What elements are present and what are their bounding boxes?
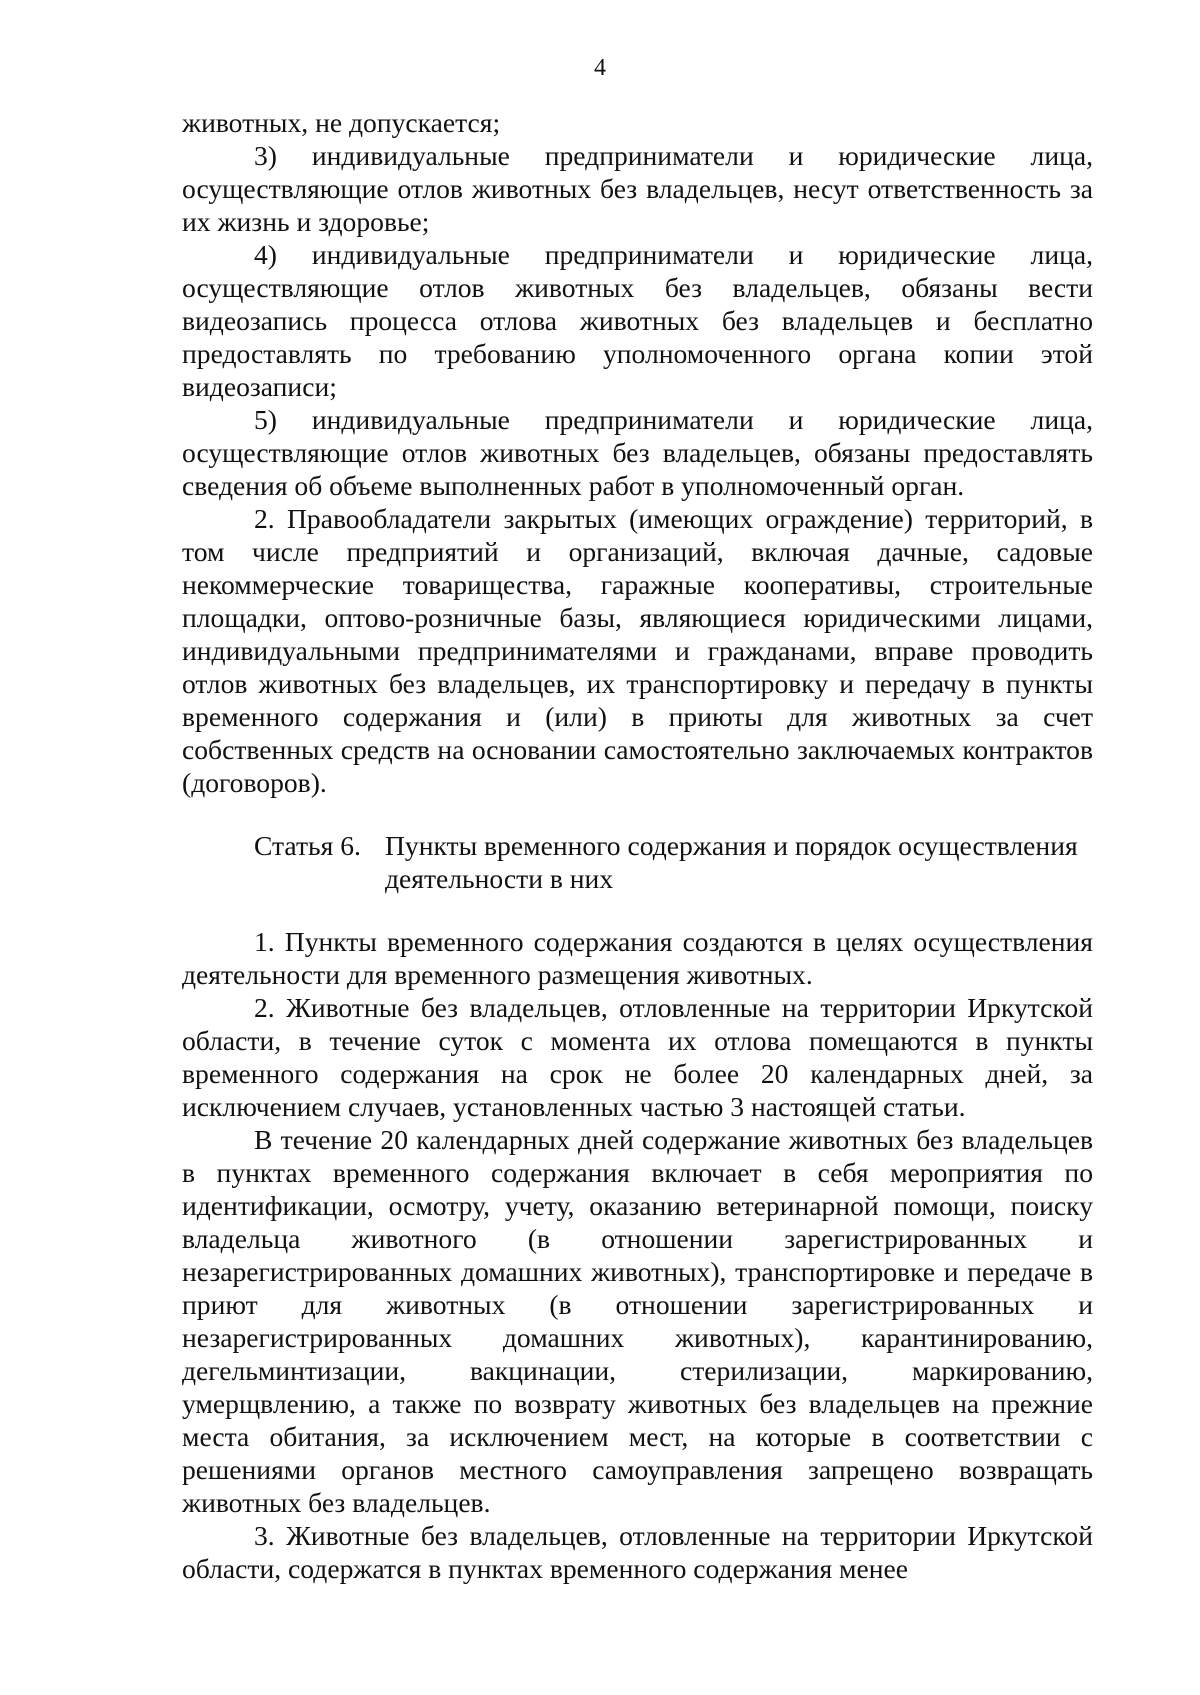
paragraph-article-detail: В течение 20 календарных дней содержание животных без владельцев в пунктах временного содержания включает в себя мероприятия по идентификации, осмотру, учету, оказанию ветеринарной помощи, поиску владельца животного (в отношении зарегистрированных и незарегистрированных домашних животных), транспортировке и передаче в приют для животных (в отношении зарегистрированных и незарегистрированных домашних животных), карантинированию, дегельминтизации, вакцинации, стерилизации, маркированию, умерщвлению, а также по возврату животных без владельцев на прежние места обитания, за исключением мест, на которые в соответствии с решениями органов местного самоуправления запрещено возвращать животных без владельцев. xyxy=(182,1124,1093,1518)
paragraph-article-part-3: 3. Животные без владельцев, отловленные на территории Иркутской области, содержатся в пунктах временного содержания менее xyxy=(182,1520,1093,1584)
page-number: 4 xyxy=(594,55,606,81)
article-number: Статья 6. xyxy=(254,830,361,861)
paragraph-item-5: 5) индивидуальные предприниматели и юридические лица, осуществляющие отлов животных без владельцев, обязаны предоставлять сведения об объеме выполненных работ в уполномоченный орган. xyxy=(182,404,1093,501)
article-heading xyxy=(254,829,1093,895)
paragraph-continuation: животных, не допускается; xyxy=(182,107,501,138)
paragraph-item-4: 4) индивидуальные предприниматели и юридические лица, осуществляющие отлов животных без владельцев, обязаны вести видеозапись процесса отлова животных без владельцев и бесплатно предоставлять по требованию уполномоченного органа копии этой видеозаписи; xyxy=(182,239,1093,402)
paragraph-part-2: 2. Правообладатели закрытых (имеющих ограждение) территорий, в том числе предприятий и организаций, включая дачные, садовые некоммерческие товарищества, гаражные кооперативы, строительные площадки, оптово-розничные базы, являющиеся юридическими лицами, индивидуальными предпринимателями и гражданами, вправе проводить отлов животных без владельцев, их транспортировку и передачу в пункты временного содержания и (или) в приюты для животных за счет собственных средств на основании самостоятельно заключаемых контрактов (договоров). xyxy=(182,503,1093,798)
article-title: Пункты временного содержания и порядок осуществления деятельности в них xyxy=(385,830,1078,894)
paragraph-article-part-1: 1. Пункты временного содержания создаются в целях осуществления деятельности для временного размещения животных. xyxy=(182,926,1093,990)
paragraph-item-3: 3) индивидуальные предприниматели и юридические лица, осуществляющие отлов животных без владельцев, несут ответственность за их жизнь и здоровье; xyxy=(182,140,1093,237)
document-body xyxy=(182,106,1093,1585)
paragraph-article-part-2: 2. Животные без владельцев, отловленные на территории Иркутской области, в течение суток с момента их отлова помещаются в пункты временного содержания на срок не более 20 календарных дней, за исключением случаев, установленных частью 3 настоящей статьи. xyxy=(182,992,1093,1122)
